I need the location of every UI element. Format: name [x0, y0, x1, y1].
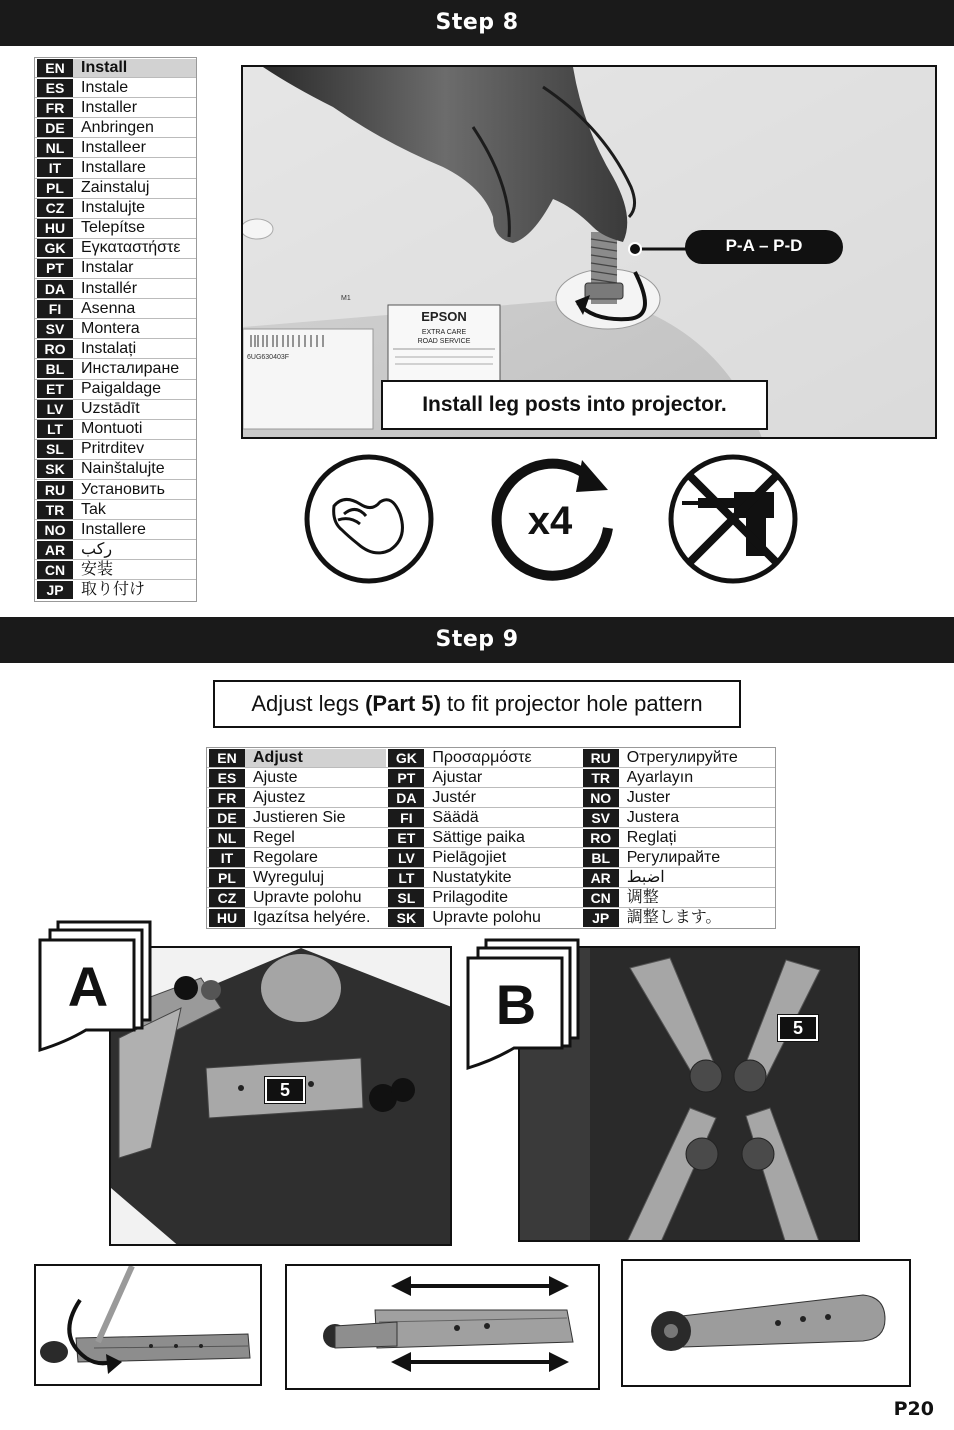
language-row	[581, 828, 775, 848]
language-code: NL	[37, 139, 73, 157]
language-code: ES	[37, 79, 73, 97]
language-row	[35, 118, 196, 138]
language-word: Регулирайте	[626, 848, 721, 866]
language-row	[35, 299, 196, 319]
language-code: BL	[37, 360, 73, 378]
language-code: DE	[209, 809, 245, 827]
language-row	[581, 748, 775, 768]
language-word: Отрегулируйте	[626, 748, 738, 766]
part-5-badge-a: 5	[265, 1077, 305, 1103]
language-code: HU	[209, 909, 245, 927]
language-word: 安装	[81, 560, 114, 578]
language-row	[35, 339, 196, 359]
language-word: Wyreguluj	[253, 868, 324, 886]
language-word: Ajuste	[253, 768, 298, 786]
language-row	[35, 78, 196, 98]
step9-header: Step 9	[0, 617, 954, 663]
language-row	[581, 868, 775, 888]
language-word: Nustatykite	[432, 868, 512, 886]
language-code: DA	[37, 280, 73, 298]
detail-photo-leg-assembly	[621, 1259, 911, 1387]
language-word: Instale	[81, 78, 129, 96]
language-row	[581, 908, 775, 928]
rotate-leg-detail-illustration	[36, 1266, 262, 1386]
language-code: SV	[37, 320, 73, 338]
language-row	[207, 828, 386, 848]
language-row	[207, 788, 386, 808]
language-word: Uzstādīt	[81, 400, 140, 418]
language-word: Installeer	[81, 138, 146, 156]
language-row	[207, 848, 386, 868]
language-code: PT	[37, 259, 73, 277]
language-word: اضبط	[626, 868, 665, 886]
language-code: LT	[388, 869, 424, 887]
language-code: TR	[37, 501, 73, 519]
language-row	[35, 239, 196, 259]
language-code: JP	[37, 581, 73, 599]
part-5-badge-b: 5	[778, 1015, 818, 1041]
step8-caption: Install leg posts into projector.	[381, 380, 768, 430]
language-code: LT	[37, 420, 73, 438]
language-word: Justér	[432, 788, 476, 806]
language-word: Montuoti	[81, 420, 143, 438]
language-code: FI	[37, 300, 73, 318]
language-row	[386, 868, 580, 888]
language-code: DA	[388, 789, 424, 807]
language-code: CZ	[209, 889, 245, 907]
language-word: Instalujte	[81, 199, 146, 217]
language-word: Pielāgojiet	[432, 848, 507, 866]
language-code: DE	[37, 119, 73, 137]
language-row	[581, 788, 775, 808]
language-row	[35, 138, 196, 158]
language-row	[207, 748, 386, 768]
language-word: Prilagodite	[432, 888, 508, 906]
language-code: NL	[209, 829, 245, 847]
language-row	[386, 748, 580, 768]
language-word: Telepítse	[81, 219, 146, 237]
language-row	[35, 460, 196, 480]
language-word: Regolare	[253, 848, 318, 866]
language-row	[207, 888, 386, 908]
extra-care-text: EXTRA CARE	[421, 329, 467, 336]
language-word: Asenna	[81, 299, 136, 317]
language-row	[35, 98, 196, 118]
step8-header: Step 8	[0, 0, 954, 46]
language-row	[35, 199, 196, 219]
language-row	[35, 58, 196, 78]
step8-language-table	[34, 57, 197, 602]
language-row	[207, 868, 386, 888]
language-word: 取り付け	[81, 581, 146, 599]
instruction-text-post: to fit projector hole pattern	[440, 691, 703, 716]
language-row	[207, 908, 386, 928]
language-word: Montera	[81, 319, 140, 337]
language-code: SL	[37, 440, 73, 458]
detail-photo-slide-leg	[285, 1264, 600, 1390]
language-code: RU	[37, 481, 73, 499]
language-word: Justera	[626, 808, 680, 826]
language-code: SK	[388, 909, 424, 927]
language-code: SL	[388, 889, 424, 907]
detail-photo-rotate-leg	[34, 1264, 262, 1386]
language-word: Pritrditev	[81, 440, 145, 458]
sticker-barcode-text: 6UG630403F	[247, 354, 290, 361]
hand-tighten-icon	[304, 454, 434, 584]
language-code: LV	[388, 849, 424, 867]
language-word: Upravte polohu	[432, 909, 541, 926]
language-column	[207, 748, 386, 928]
language-column	[581, 748, 775, 928]
language-word: Anbringen	[81, 118, 154, 136]
language-word: Nainštalujte	[81, 460, 165, 478]
language-code: IT	[37, 159, 73, 177]
language-row	[581, 888, 775, 908]
language-code: RO	[37, 340, 73, 358]
language-row	[207, 808, 386, 828]
language-column	[386, 748, 580, 928]
language-row	[386, 808, 580, 828]
no-power-drill-icon	[668, 454, 798, 584]
language-word: Reglați	[626, 828, 677, 846]
language-code: ET	[388, 829, 424, 847]
language-code: TR	[583, 769, 619, 787]
language-row	[581, 848, 775, 868]
option-a-marker	[36, 918, 156, 1053]
language-code: EN	[209, 749, 245, 767]
language-code: AR	[583, 869, 619, 887]
language-code: PT	[388, 769, 424, 787]
language-code: GK	[388, 749, 424, 767]
language-row	[207, 768, 386, 788]
language-row	[35, 560, 196, 580]
language-row	[35, 420, 196, 440]
language-code: FI	[388, 809, 424, 827]
sticker-model-text: M1	[341, 295, 351, 302]
language-code: RU	[583, 749, 619, 767]
language-word: ركب	[81, 540, 113, 558]
language-code: CZ	[37, 199, 73, 217]
page-number: P20	[893, 1398, 934, 1420]
language-row	[581, 768, 775, 788]
language-code: RO	[583, 829, 619, 847]
language-row	[386, 908, 580, 928]
language-word: Ajustez	[253, 788, 306, 806]
language-row	[35, 400, 196, 420]
language-code: SK	[37, 460, 73, 478]
language-word: Regel	[253, 828, 295, 846]
language-row	[386, 768, 580, 788]
language-code: NO	[37, 521, 73, 539]
language-row	[35, 319, 196, 339]
language-code: SV	[583, 809, 619, 827]
instruction-text-pre: Adjust legs	[251, 691, 366, 716]
language-word: Juster	[626, 788, 671, 806]
leg-assembly-detail-illustration	[623, 1261, 911, 1387]
language-word: Paigaldage	[81, 380, 162, 398]
language-code: PL	[37, 179, 73, 197]
language-code: JP	[583, 909, 619, 927]
language-word: Installere	[81, 520, 146, 538]
language-code: CN	[37, 561, 73, 579]
language-code: AR	[37, 541, 73, 559]
language-row	[35, 259, 196, 279]
language-word: Installér	[81, 279, 138, 297]
language-code: GK	[37, 239, 73, 257]
language-word: 调整	[626, 888, 659, 906]
language-word: Tak	[81, 500, 106, 518]
language-code: FR	[209, 789, 245, 807]
language-row	[35, 480, 196, 500]
language-word: Install	[73, 59, 196, 77]
language-row	[35, 179, 196, 199]
language-word: Инсталиране	[81, 359, 180, 377]
language-code: IT	[209, 849, 245, 867]
language-row	[581, 808, 775, 828]
language-code: NO	[583, 789, 619, 807]
language-row	[386, 848, 580, 868]
language-row	[35, 500, 196, 520]
part-callout-p-a-p-d: P-A – P-D	[685, 230, 843, 264]
language-row	[35, 279, 196, 299]
step9-instruction	[213, 680, 741, 728]
language-word: Instalar	[81, 259, 134, 277]
language-row	[35, 440, 196, 460]
language-word: Instalați	[81, 339, 137, 357]
epson-brand-text: EPSON	[421, 309, 467, 324]
language-word: Justieren Sie	[253, 808, 346, 826]
language-code: CN	[583, 889, 619, 907]
language-row	[386, 888, 580, 908]
step9-language-table	[206, 747, 776, 929]
rotate-x4-icon	[490, 454, 620, 584]
instruction-part-ref: (Part 5)	[365, 691, 441, 716]
language-row	[386, 828, 580, 848]
language-row	[35, 158, 196, 178]
language-word: Igazítsa helyére.	[253, 909, 371, 926]
language-code: ET	[37, 380, 73, 398]
slide-leg-detail-illustration	[287, 1266, 600, 1390]
language-word: Zainstaluj	[81, 179, 150, 197]
language-row	[35, 580, 196, 600]
language-word: Ayarlayın	[626, 768, 694, 786]
language-row	[35, 380, 196, 400]
language-row	[386, 788, 580, 808]
language-code: EN	[37, 59, 73, 77]
language-word: Ajustar	[432, 768, 483, 786]
language-word: Säädä	[432, 808, 479, 826]
option-b-label: B	[495, 973, 537, 1036]
language-word: Installare	[81, 159, 146, 177]
option-a-label: A	[67, 955, 109, 1018]
language-row	[35, 520, 196, 540]
language-word: Upravte polohu	[253, 888, 362, 906]
language-row	[35, 359, 196, 379]
language-code: BL	[583, 849, 619, 867]
language-word: Προσαρμόστε	[432, 748, 532, 766]
road-service-text: ROAD SERVICE	[417, 338, 471, 345]
language-code: PL	[209, 869, 245, 887]
language-row	[35, 540, 196, 560]
language-word: Installer	[81, 98, 138, 116]
rotate-count-label: x4	[527, 499, 573, 543]
language-code: ES	[209, 769, 245, 787]
language-code: HU	[37, 219, 73, 237]
language-code: LV	[37, 400, 73, 418]
language-word: 調整します。	[626, 909, 722, 926]
language-word: Sättige paika	[432, 828, 525, 846]
language-word: Εγκαταστήστε	[81, 239, 181, 257]
language-word: Adjust	[245, 749, 386, 767]
option-b-marker	[464, 936, 584, 1071]
language-code: FR	[37, 99, 73, 117]
language-word: Установить	[81, 480, 165, 498]
language-row	[35, 219, 196, 239]
